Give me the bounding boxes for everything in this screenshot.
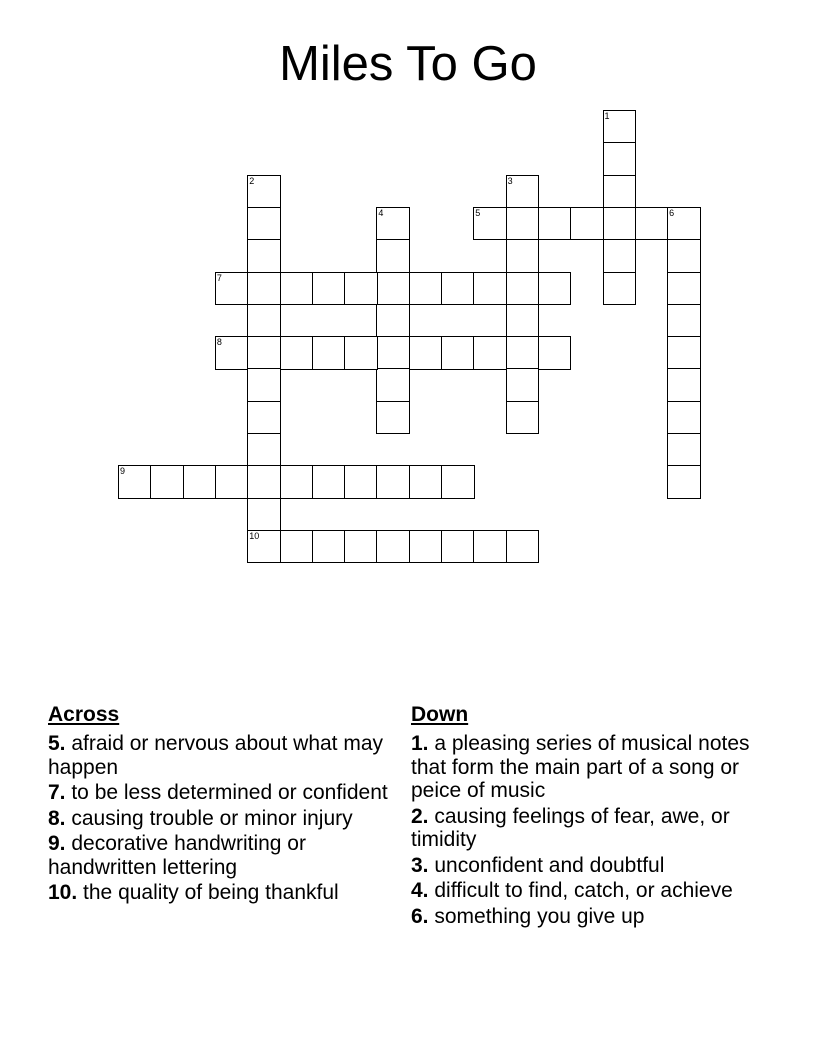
grid-cell[interactable] bbox=[344, 336, 378, 370]
clue-text: causing feelings of fear, awe, or timidity bbox=[411, 804, 730, 851]
grid-cell[interactable] bbox=[409, 465, 443, 499]
grid-cell[interactable] bbox=[506, 336, 540, 370]
cell-number: 7 bbox=[216, 272, 222, 283]
across-clue bbox=[48, 832, 393, 879]
grid-cell[interactable] bbox=[247, 498, 281, 532]
grid-cell[interactable] bbox=[506, 239, 540, 273]
grid-cell[interactable] bbox=[247, 207, 281, 241]
clue-number: 10. bbox=[48, 881, 78, 904]
grid-cell[interactable] bbox=[667, 465, 701, 499]
grid-cell[interactable] bbox=[247, 175, 281, 209]
grid-cell[interactable] bbox=[441, 336, 475, 370]
grid-cell[interactable] bbox=[538, 272, 572, 306]
across-clue bbox=[48, 881, 393, 905]
grid-cell[interactable] bbox=[506, 401, 540, 435]
grid-cell[interactable] bbox=[635, 207, 669, 241]
cell-number: 6 bbox=[669, 207, 675, 218]
down-clue bbox=[411, 805, 756, 852]
down-clue-list bbox=[411, 732, 756, 928]
clue-text: decorative handwriting or handwritten lettering bbox=[48, 832, 306, 879]
grid-cell[interactable] bbox=[603, 175, 637, 209]
grid-cell[interactable] bbox=[280, 530, 314, 564]
grid-cell[interactable] bbox=[247, 465, 281, 499]
down-clue bbox=[411, 905, 756, 929]
grid-cell[interactable] bbox=[247, 530, 281, 564]
clue-text: unconfident and doubtful bbox=[428, 853, 665, 877]
clue-text: difficult to find, catch, or achieve bbox=[428, 879, 733, 902]
grid-cell[interactable] bbox=[409, 272, 443, 306]
grid-cell[interactable] bbox=[118, 465, 152, 499]
grid-cell[interactable] bbox=[312, 272, 346, 306]
grid-cell[interactable] bbox=[603, 239, 637, 273]
grid-cell[interactable] bbox=[344, 272, 378, 306]
grid-cell[interactable] bbox=[538, 336, 572, 370]
grid-cell[interactable] bbox=[247, 272, 281, 306]
clue-number: 3. bbox=[411, 853, 429, 877]
cell-number: 8 bbox=[216, 337, 222, 348]
grid-cell[interactable] bbox=[473, 207, 507, 241]
cell-number: 4 bbox=[378, 207, 384, 218]
grid-cell[interactable] bbox=[603, 110, 637, 144]
down-clue bbox=[411, 854, 756, 878]
clue-number: 4. bbox=[411, 879, 429, 902]
grid-cell[interactable] bbox=[603, 142, 637, 176]
across-clues bbox=[48, 702, 393, 907]
grid-cell[interactable] bbox=[667, 368, 701, 402]
grid-cell[interactable] bbox=[312, 530, 346, 564]
grid-cell[interactable] bbox=[538, 207, 572, 241]
grid-cell[interactable] bbox=[376, 465, 410, 499]
grid-cell[interactable] bbox=[247, 401, 281, 435]
grid-cell[interactable] bbox=[280, 272, 314, 306]
grid-cell[interactable] bbox=[667, 272, 701, 306]
grid-cell[interactable] bbox=[409, 336, 443, 370]
clue-text: something you give up bbox=[428, 904, 645, 928]
cell-number: 1 bbox=[604, 111, 610, 121]
clue-number: 9. bbox=[48, 832, 66, 855]
grid-cell[interactable] bbox=[247, 433, 281, 467]
across-clue-list bbox=[48, 732, 393, 905]
across-clue bbox=[48, 807, 393, 831]
down-clue bbox=[411, 732, 756, 803]
grid-cell[interactable] bbox=[441, 272, 475, 306]
clue-text: a pleasing series of musical notes that form the main part of a song or peice of music bbox=[411, 732, 750, 802]
grid-cell[interactable] bbox=[376, 207, 410, 241]
grid-cell[interactable] bbox=[376, 530, 410, 564]
grid-cell[interactable] bbox=[667, 304, 701, 338]
grid-cell[interactable] bbox=[409, 530, 443, 564]
grid-cell[interactable] bbox=[344, 530, 378, 564]
grid-cell[interactable] bbox=[247, 239, 281, 273]
cell-number: 2 bbox=[249, 175, 255, 186]
across-heading: Across bbox=[48, 703, 120, 726]
grid-cell[interactable] bbox=[247, 336, 281, 370]
grid-cell[interactable] bbox=[215, 336, 249, 370]
grid-cell[interactable] bbox=[280, 336, 314, 370]
grid-cell[interactable] bbox=[376, 239, 410, 273]
across-clue bbox=[48, 781, 393, 805]
grid-cell[interactable] bbox=[506, 272, 540, 306]
clue-text: causing trouble or minor injury bbox=[65, 806, 353, 830]
grid-cell[interactable] bbox=[441, 465, 475, 499]
grid-cell[interactable] bbox=[506, 304, 540, 338]
down-heading: Down bbox=[411, 703, 469, 726]
clue-text: to be less determined or confident bbox=[65, 781, 388, 804]
cell-number: 3 bbox=[507, 175, 513, 186]
grid-cell[interactable] bbox=[376, 336, 410, 370]
grid-cell[interactable] bbox=[667, 207, 701, 241]
clue-number: 5. bbox=[48, 732, 66, 755]
clue-number: 2. bbox=[411, 804, 429, 828]
clue-number: 1. bbox=[411, 732, 429, 755]
cell-number: 5 bbox=[475, 207, 481, 218]
grid-cell[interactable] bbox=[506, 175, 540, 209]
grid-cell[interactable] bbox=[506, 530, 540, 564]
grid-cell[interactable] bbox=[150, 465, 184, 499]
grid-cell[interactable] bbox=[280, 465, 314, 499]
grid-cell[interactable] bbox=[376, 401, 410, 435]
clue-number: 8. bbox=[48, 806, 66, 830]
across-clue bbox=[48, 732, 393, 779]
grid-cell[interactable] bbox=[215, 465, 249, 499]
clue-number: 7. bbox=[48, 781, 66, 804]
grid-cell[interactable] bbox=[603, 272, 637, 306]
grid-cell[interactable] bbox=[506, 368, 540, 402]
down-clues bbox=[411, 702, 756, 930]
clue-text: the quality of being thankful bbox=[77, 881, 339, 904]
grid-cell[interactable] bbox=[312, 465, 346, 499]
grid-cell[interactable] bbox=[570, 207, 604, 241]
clue-number: 6. bbox=[411, 904, 429, 928]
clue-text: afraid or nervous about what may happen bbox=[48, 732, 384, 779]
grid-cell[interactable] bbox=[473, 336, 507, 370]
grid-cell[interactable] bbox=[506, 207, 540, 241]
puzzle-title: Miles To Go bbox=[279, 37, 537, 91]
cell-number: 10 bbox=[249, 530, 260, 541]
grid-cell[interactable] bbox=[247, 304, 281, 338]
down-clue bbox=[411, 879, 756, 903]
grid-cell[interactable] bbox=[376, 304, 410, 338]
grid-cell[interactable] bbox=[312, 336, 346, 370]
grid-cell[interactable] bbox=[473, 272, 507, 306]
grid-cell[interactable] bbox=[376, 368, 410, 402]
grid-cell[interactable] bbox=[667, 433, 701, 467]
grid-cell[interactable] bbox=[667, 239, 701, 273]
grid-cell[interactable] bbox=[441, 530, 475, 564]
cell-number: 9 bbox=[120, 466, 126, 477]
grid-cell[interactable] bbox=[215, 272, 249, 306]
grid-cell[interactable] bbox=[344, 465, 378, 499]
grid-cell[interactable] bbox=[183, 465, 217, 499]
grid-cell[interactable] bbox=[667, 336, 701, 370]
grid-cell[interactable] bbox=[473, 530, 507, 564]
grid-cell[interactable] bbox=[667, 401, 701, 435]
grid-cell[interactable] bbox=[247, 368, 281, 402]
grid-cell[interactable] bbox=[376, 272, 410, 306]
grid-cell[interactable] bbox=[603, 207, 637, 241]
